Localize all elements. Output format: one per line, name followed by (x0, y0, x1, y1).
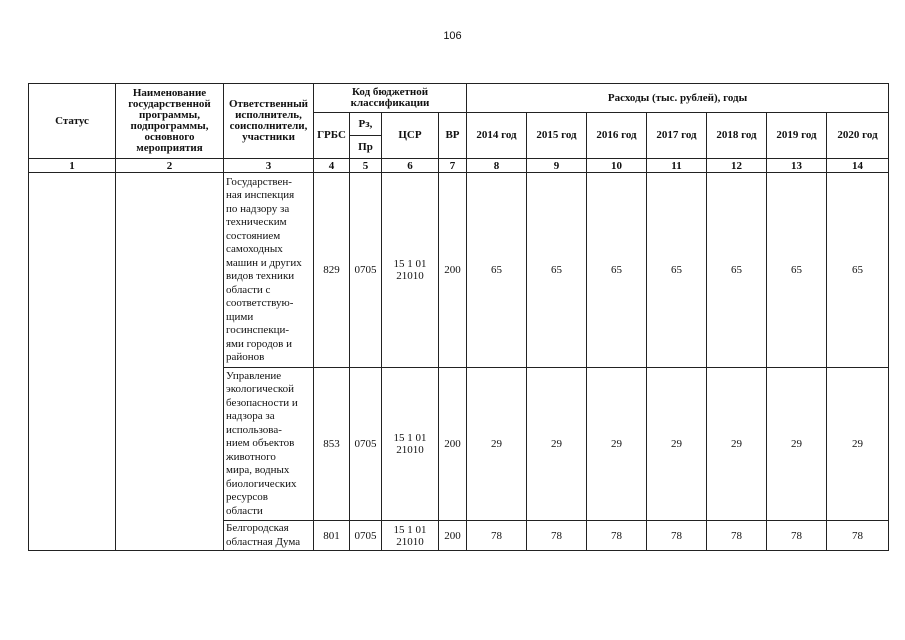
header-year: 2016 год (587, 113, 647, 159)
expense-value: 65 (647, 173, 707, 368)
program-name-cell (116, 173, 224, 551)
column-number: 4 (314, 159, 350, 173)
header-executor: Ответственный исполнитель, соисполнители, участники (224, 84, 314, 159)
vr-cell: 200 (439, 173, 467, 368)
table-row (29, 173, 889, 368)
expense-value: 78 (707, 521, 767, 551)
column-number: 3 (224, 159, 314, 173)
expense-value: 65 (527, 173, 587, 368)
budget-table (28, 83, 889, 551)
column-number: 13 (767, 159, 827, 173)
csr-cell: 15 1 01 21010 (382, 521, 439, 551)
column-number: 10 (587, 159, 647, 173)
column-number: 6 (382, 159, 439, 173)
header-year: 2017 год (647, 113, 707, 159)
grbs-cell: 853 (314, 368, 350, 521)
executor-cell: Белгородская областная Дума (224, 521, 314, 551)
header-vr: ВР (439, 113, 467, 159)
header-status: Статус (29, 84, 116, 159)
vr-cell: 200 (439, 368, 467, 521)
header-grbs: ГРБС (314, 113, 350, 159)
column-number: 12 (707, 159, 767, 173)
page-number: 106 (443, 30, 462, 42)
expense-value: 65 (767, 173, 827, 368)
expense-value: 65 (707, 173, 767, 368)
csr-cell: 15 1 01 21010 (382, 173, 439, 368)
header-name: Наименование государственной программы, подпрограммы, основного мероприятия (116, 84, 224, 159)
header-year: 2019 год (767, 113, 827, 159)
expense-value: 29 (767, 368, 827, 521)
header-year: 2014 год (467, 113, 527, 159)
expense-value: 29 (827, 368, 889, 521)
expense-value: 29 (647, 368, 707, 521)
expense-value: 29 (527, 368, 587, 521)
header-expenses: Расходы (тыс. рублей), годы (467, 84, 889, 113)
grbs-cell: 801 (314, 521, 350, 551)
executor-cell: Государствен- ная инспекция по надзору за техническим состоянием самоходных машин и других видов техники области с соответствую- щими госинспекци- ями городов и районов (224, 173, 314, 368)
grbs-cell: 829 (314, 173, 350, 368)
header-budget-code: Код бюджетной классификации (314, 84, 467, 113)
header-year: 2020 год (827, 113, 889, 159)
expense-value: 78 (587, 521, 647, 551)
column-number: 2 (116, 159, 224, 173)
column-number: 1 (29, 159, 116, 173)
header-csr: ЦСР (382, 113, 439, 159)
column-number: 5 (350, 159, 382, 173)
header-rz: Рз, (350, 113, 382, 136)
expense-value: 65 (587, 173, 647, 368)
expense-value: 78 (827, 521, 889, 551)
rzpr-cell: 0705 (350, 521, 382, 551)
rzpr-cell: 0705 (350, 173, 382, 368)
csr-cell: 15 1 01 21010 (382, 368, 439, 521)
expense-value: 29 (707, 368, 767, 521)
header-year: 2018 год (707, 113, 767, 159)
column-number: 8 (467, 159, 527, 173)
column-number: 9 (527, 159, 587, 173)
header-year: 2015 год (527, 113, 587, 159)
vr-cell: 200 (439, 521, 467, 551)
expense-value: 65 (467, 173, 527, 368)
column-numbers-row (29, 159, 889, 173)
expense-value: 65 (827, 173, 889, 368)
executor-cell: Управление экологической безопасности и надзора за использова- нием объектов животного мира, водных биологических ресурсов области (224, 368, 314, 521)
expense-value: 78 (767, 521, 827, 551)
status-cell (29, 173, 116, 551)
expense-value: 78 (467, 521, 527, 551)
expense-value: 78 (527, 521, 587, 551)
expense-value: 29 (467, 368, 527, 521)
column-number: 14 (827, 159, 889, 173)
expense-value: 29 (587, 368, 647, 521)
expense-value: 78 (647, 521, 707, 551)
column-number: 7 (439, 159, 467, 173)
column-number: 11 (647, 159, 707, 173)
header-pr: Пр (350, 136, 382, 159)
rzpr-cell: 0705 (350, 368, 382, 521)
